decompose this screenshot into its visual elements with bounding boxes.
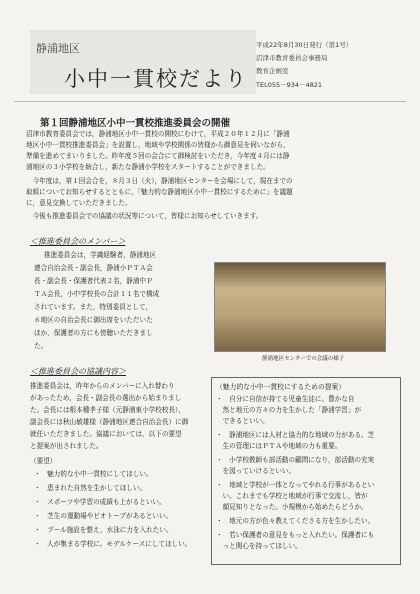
- issue-date: 平成22年8月30日発行（第1号）: [256, 41, 353, 49]
- proposal-line: 生の管理にはＰＴＡや地域の力も重要。: [216, 442, 342, 450]
- members-line: 推進委員会は，学識経験者，静浦地区: [44, 251, 157, 259]
- publisher: 沼津市教育委員会事務局: [256, 54, 328, 62]
- discussion-line: 就任いただきました。協議においては，以下の要望: [30, 430, 182, 438]
- proposal-line: できるといい。: [216, 417, 269, 425]
- meeting-photo: [214, 262, 386, 352]
- request-item: ・ 魅力的な小中一貫校にしてほしい。: [34, 470, 153, 478]
- proposal-line: ・ 地域と学校が一体となってやれる行事があるとい: [216, 481, 375, 489]
- newsletter-title: 小中一貫校だより: [64, 67, 248, 91]
- proposal-line: を図っていけるといい。: [216, 467, 296, 475]
- request-item: ・ 芝生の運動場やビオトープがあるといい。: [34, 512, 173, 520]
- discussion-line: と提案が出されました。: [30, 442, 103, 450]
- discussion-heading: ＜推進委員会の協議内容＞: [30, 367, 126, 376]
- article-paragraph: 準備を進めてまいりました。昨年度５回の会合にて御検討をいただき，今年度４月には静: [26, 152, 290, 160]
- proposal-line: っと関心を持ってほしい。: [216, 542, 302, 550]
- members-line: 連合自治会長・副会長，静浦小ＰＴＡ会: [34, 264, 153, 272]
- header-divider: [14, 101, 406, 102]
- proposal-line: ・ 地元の方が色々教えてくださる方を生かしたい。: [216, 517, 375, 525]
- request-item: ・ スポーツや学習の成績も上がるといい。: [34, 498, 166, 506]
- discussion-line: 副会長には秋山敏雄様（静浦地区連合自治会長）に御: [30, 418, 189, 426]
- department: 教育企画室: [256, 67, 289, 75]
- article-paragraph: 今年度は，第１回会合を，８月３日（火），静浦地区センターを会場にして，現在までの: [26, 177, 293, 185]
- proposals-title: （魅力的な小中一貫校にするための提案）: [216, 383, 346, 391]
- article-paragraph: 今後も推進委員会での協議の状況等について，皆様にお知らせしていきます。: [26, 212, 263, 220]
- request-label: （要望）: [30, 457, 57, 465]
- request-item: ・ 恵まれた自然を生かしてほしい。: [34, 484, 147, 492]
- article-paragraph: に，意見交換していただきました。: [26, 199, 132, 207]
- proposal-line: ・ 静浦地区には人材と協力的な地域の力がある。芝: [216, 431, 375, 439]
- article-paragraph: 沼津市教育委員会では，静浦地区小中一貫校の開校にむけて，平成２０年１２月に「静浦: [26, 130, 290, 138]
- members-line: されています。また，特別委員として，: [34, 303, 153, 311]
- proposal-line: 然と地元の方々の力を生かした「静浦学習」が: [216, 406, 362, 414]
- members-line: ＴＡ会長，小中学校長の合計１１名で構成: [34, 290, 160, 298]
- article-paragraph: 浦地区の３小学校を統合し，新たな静浦小学校をスタートすることができました。: [26, 163, 270, 171]
- proposal-line: い。これまでも学校と地域が行事で交流し，皆が: [216, 492, 368, 500]
- members-line: ほか，保護者の方にも傍聴いただきまし: [34, 329, 153, 337]
- members-heading: ＜推進委員会のメンバー＞: [30, 237, 126, 246]
- members-line: ６地区の自治会長に御出席をいただいた: [34, 316, 153, 324]
- proposal-line: ・ 若い保護者の意見をもっと入れたい。保護者にも: [216, 531, 375, 539]
- request-item: ・ プール施設を整え，水泳に力を入れたい。: [34, 526, 173, 534]
- request-item: ・ 人が集まる学校に。モデルケースにしてほしい。: [34, 540, 192, 548]
- discussion-line: があったため，会長・副会長の選出から始まりまし: [30, 394, 182, 402]
- members-line: 長・副会長・保護者代表２名，静浦中Ｐ: [34, 277, 153, 285]
- proposal-line: ・ 小学校教師も部活動の顧問になり，部活動の充実: [216, 456, 375, 464]
- article-heading: 第１回静浦地区小中一貫校推進委員会の開催: [40, 118, 231, 129]
- proposal-line: ・ 自分に自信が持てる児童生徒に。豊かな自: [216, 395, 355, 403]
- proposal-line: 顔見知りとなった。小規模から始めたらどうか。: [216, 503, 368, 511]
- discussion-line: 推進委員会は，昨年からのメンバーに入れ替わり: [30, 382, 175, 390]
- members-line: た。: [34, 342, 48, 350]
- phone-number: TEL055－934－4821: [256, 81, 323, 89]
- area-name: 静浦地区: [36, 42, 80, 55]
- photo-caption: 静浦地区センターでの会議の様子: [262, 356, 345, 362]
- article-paragraph: 取組についてお知らせするとともに，「魅力的な静浦地区小中一貫校にするために」を議題: [26, 188, 293, 196]
- article-paragraph: 地区小中一貫校推進委員会」を設置し，地域や学校関係の皆様から御意見を伺いながら，: [26, 141, 290, 149]
- discussion-line: た。会長には根本種孝子様（元静浦東小学校校長），: [30, 406, 185, 414]
